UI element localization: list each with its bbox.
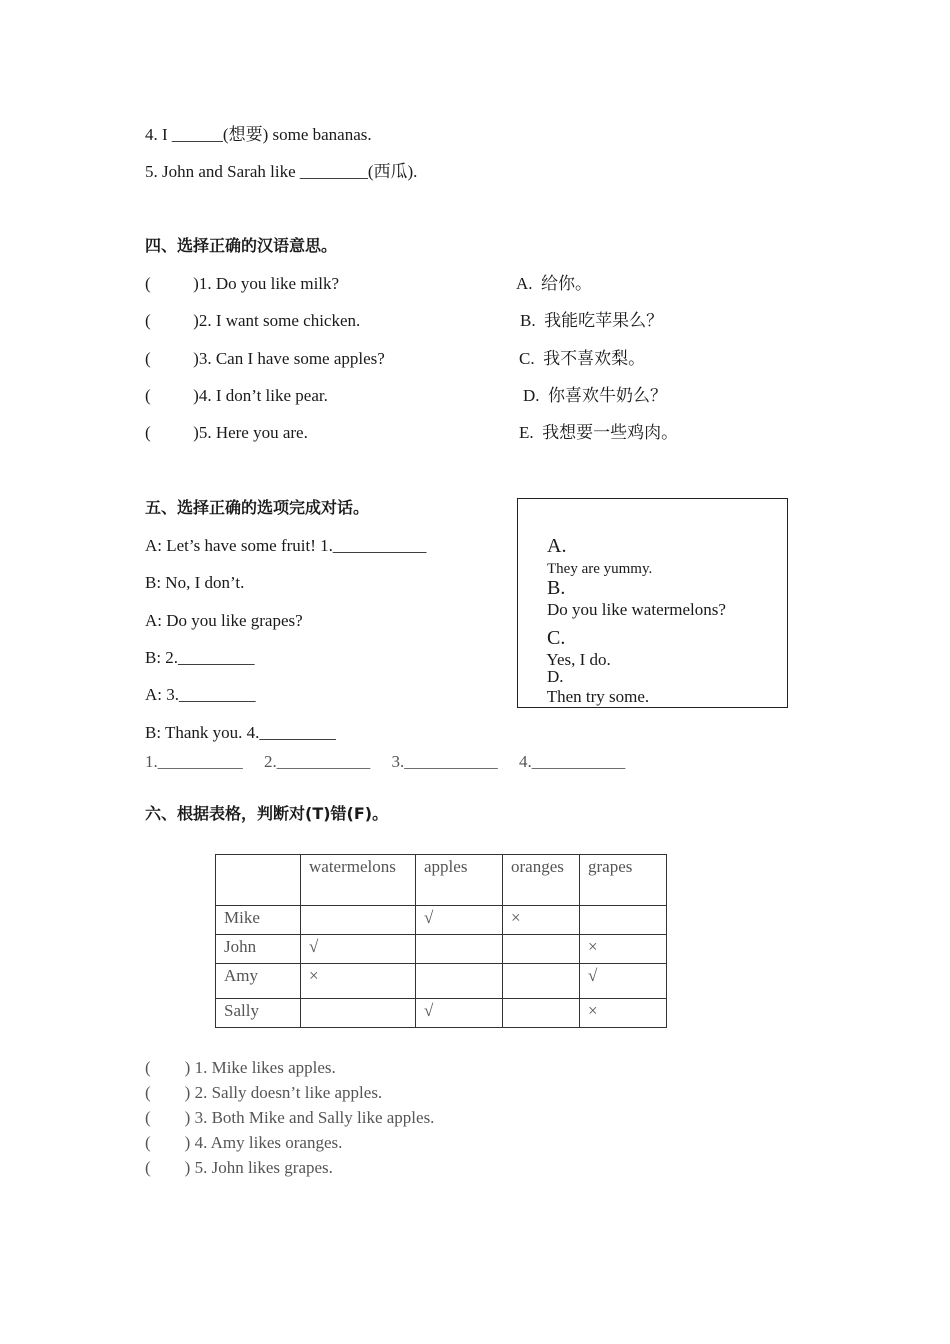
table-cell: John — [216, 935, 301, 964]
section4-answer: D. 你喜欢牛奶么？ — [523, 386, 668, 405]
fruit-table — [215, 854, 667, 1028]
table-cell: √ — [416, 999, 503, 1028]
table-header-cell: oranges — [503, 855, 580, 906]
table-cell: × — [580, 935, 667, 964]
table-row — [216, 906, 667, 935]
answer-blanks: 1.__________ 2.___________ 3.___________ 4.___________ — [145, 752, 626, 771]
table-cell: × — [503, 906, 580, 935]
tf-statement: ( ) 4. Amy likes oranges. — [145, 1133, 343, 1152]
table-cell — [416, 964, 503, 999]
option-text: Do you like watermelons? — [547, 600, 726, 619]
dialogue-line: B: Thank you. 4._________ — [145, 723, 336, 742]
option-text: They are yummy. — [547, 561, 653, 577]
table-cell — [503, 964, 580, 999]
table-row — [216, 999, 667, 1028]
table-header-cell: apples — [416, 855, 503, 906]
dialogue-line: A: Do you like grapes? — [145, 611, 303, 630]
table-row — [216, 935, 667, 964]
section4-question: ( )5. Here you are. — [145, 423, 308, 442]
tf-statement: ( ) 2. Sally doesn’t like apples. — [145, 1083, 383, 1102]
dialogue-line: B: 2._________ — [145, 648, 255, 667]
section6-title: 六、根据表格，判断对(T)错(F)。 — [145, 804, 389, 823]
option-text: Then try some. — [546, 687, 650, 706]
option-letter: C. — [547, 627, 566, 649]
dialogue-line: A: 3._________ — [145, 685, 256, 704]
section4-answer: C. 我不喜欢梨。 — [519, 349, 646, 368]
table-cell: √ — [416, 906, 503, 935]
table-cell — [580, 906, 667, 935]
table-cell — [503, 999, 580, 1028]
option-letter: D. — [547, 667, 564, 686]
table-cell: × — [301, 964, 416, 999]
fill-item-5: 5. John and Sarah like ________(西瓜). — [145, 162, 418, 181]
section4-answer: B. 我能吃苹果么？ — [520, 311, 664, 330]
options-box — [517, 498, 788, 708]
section4-question: ( )2. I want some chicken. — [145, 311, 361, 330]
section4-answer: E. 我想要一些鸡肉。 — [519, 423, 679, 442]
dialogue-line: B: No, I don’t. — [145, 573, 245, 592]
option-d — [530, 647, 649, 727]
table-cell — [503, 935, 580, 964]
option-letter: A. — [547, 535, 567, 557]
table-cell: Mike — [216, 906, 301, 935]
table-cell — [301, 906, 416, 935]
table-header-cell: grapes — [580, 855, 667, 906]
option-text: Yes, I do. — [546, 650, 611, 669]
table-row — [216, 964, 667, 999]
section4-title: 四、选择正确的汉语意思。 — [145, 236, 338, 255]
table-cell: × — [580, 999, 667, 1028]
tf-statement: ( ) 3. Both Mike and Sally like apples. — [145, 1108, 435, 1127]
table-cell: √ — [301, 935, 416, 964]
table-cell — [301, 999, 416, 1028]
table-cell: √ — [580, 964, 667, 999]
table-header-cell — [216, 855, 301, 906]
table-header-row — [216, 855, 667, 906]
table-cell: Amy — [216, 964, 301, 999]
tf-statement: ( ) 1. Mike likes apples. — [145, 1058, 336, 1077]
section4-question: ( )3. Can I have some apples? — [145, 349, 385, 368]
table-cell: Sally — [216, 999, 301, 1028]
tf-statement: ( ) 5. John likes grapes. — [145, 1158, 333, 1177]
table-cell — [416, 935, 503, 964]
table-header-cell: watermelons — [301, 855, 416, 906]
dialogue-line: A: Let’s have some fruit! 1.___________ — [145, 536, 427, 555]
section4-question: ( )1. Do you like milk? — [145, 274, 340, 293]
section4-question: ( )4. I don’t like pear. — [145, 386, 328, 405]
section4-answer: A. 给你。 — [516, 274, 593, 293]
section5-title: 五、选择正确的选项完成对话。 — [145, 498, 370, 517]
option-letter: B. — [547, 577, 566, 599]
fill-item-4: 4. I ______(想要) some bananas. — [145, 125, 372, 144]
